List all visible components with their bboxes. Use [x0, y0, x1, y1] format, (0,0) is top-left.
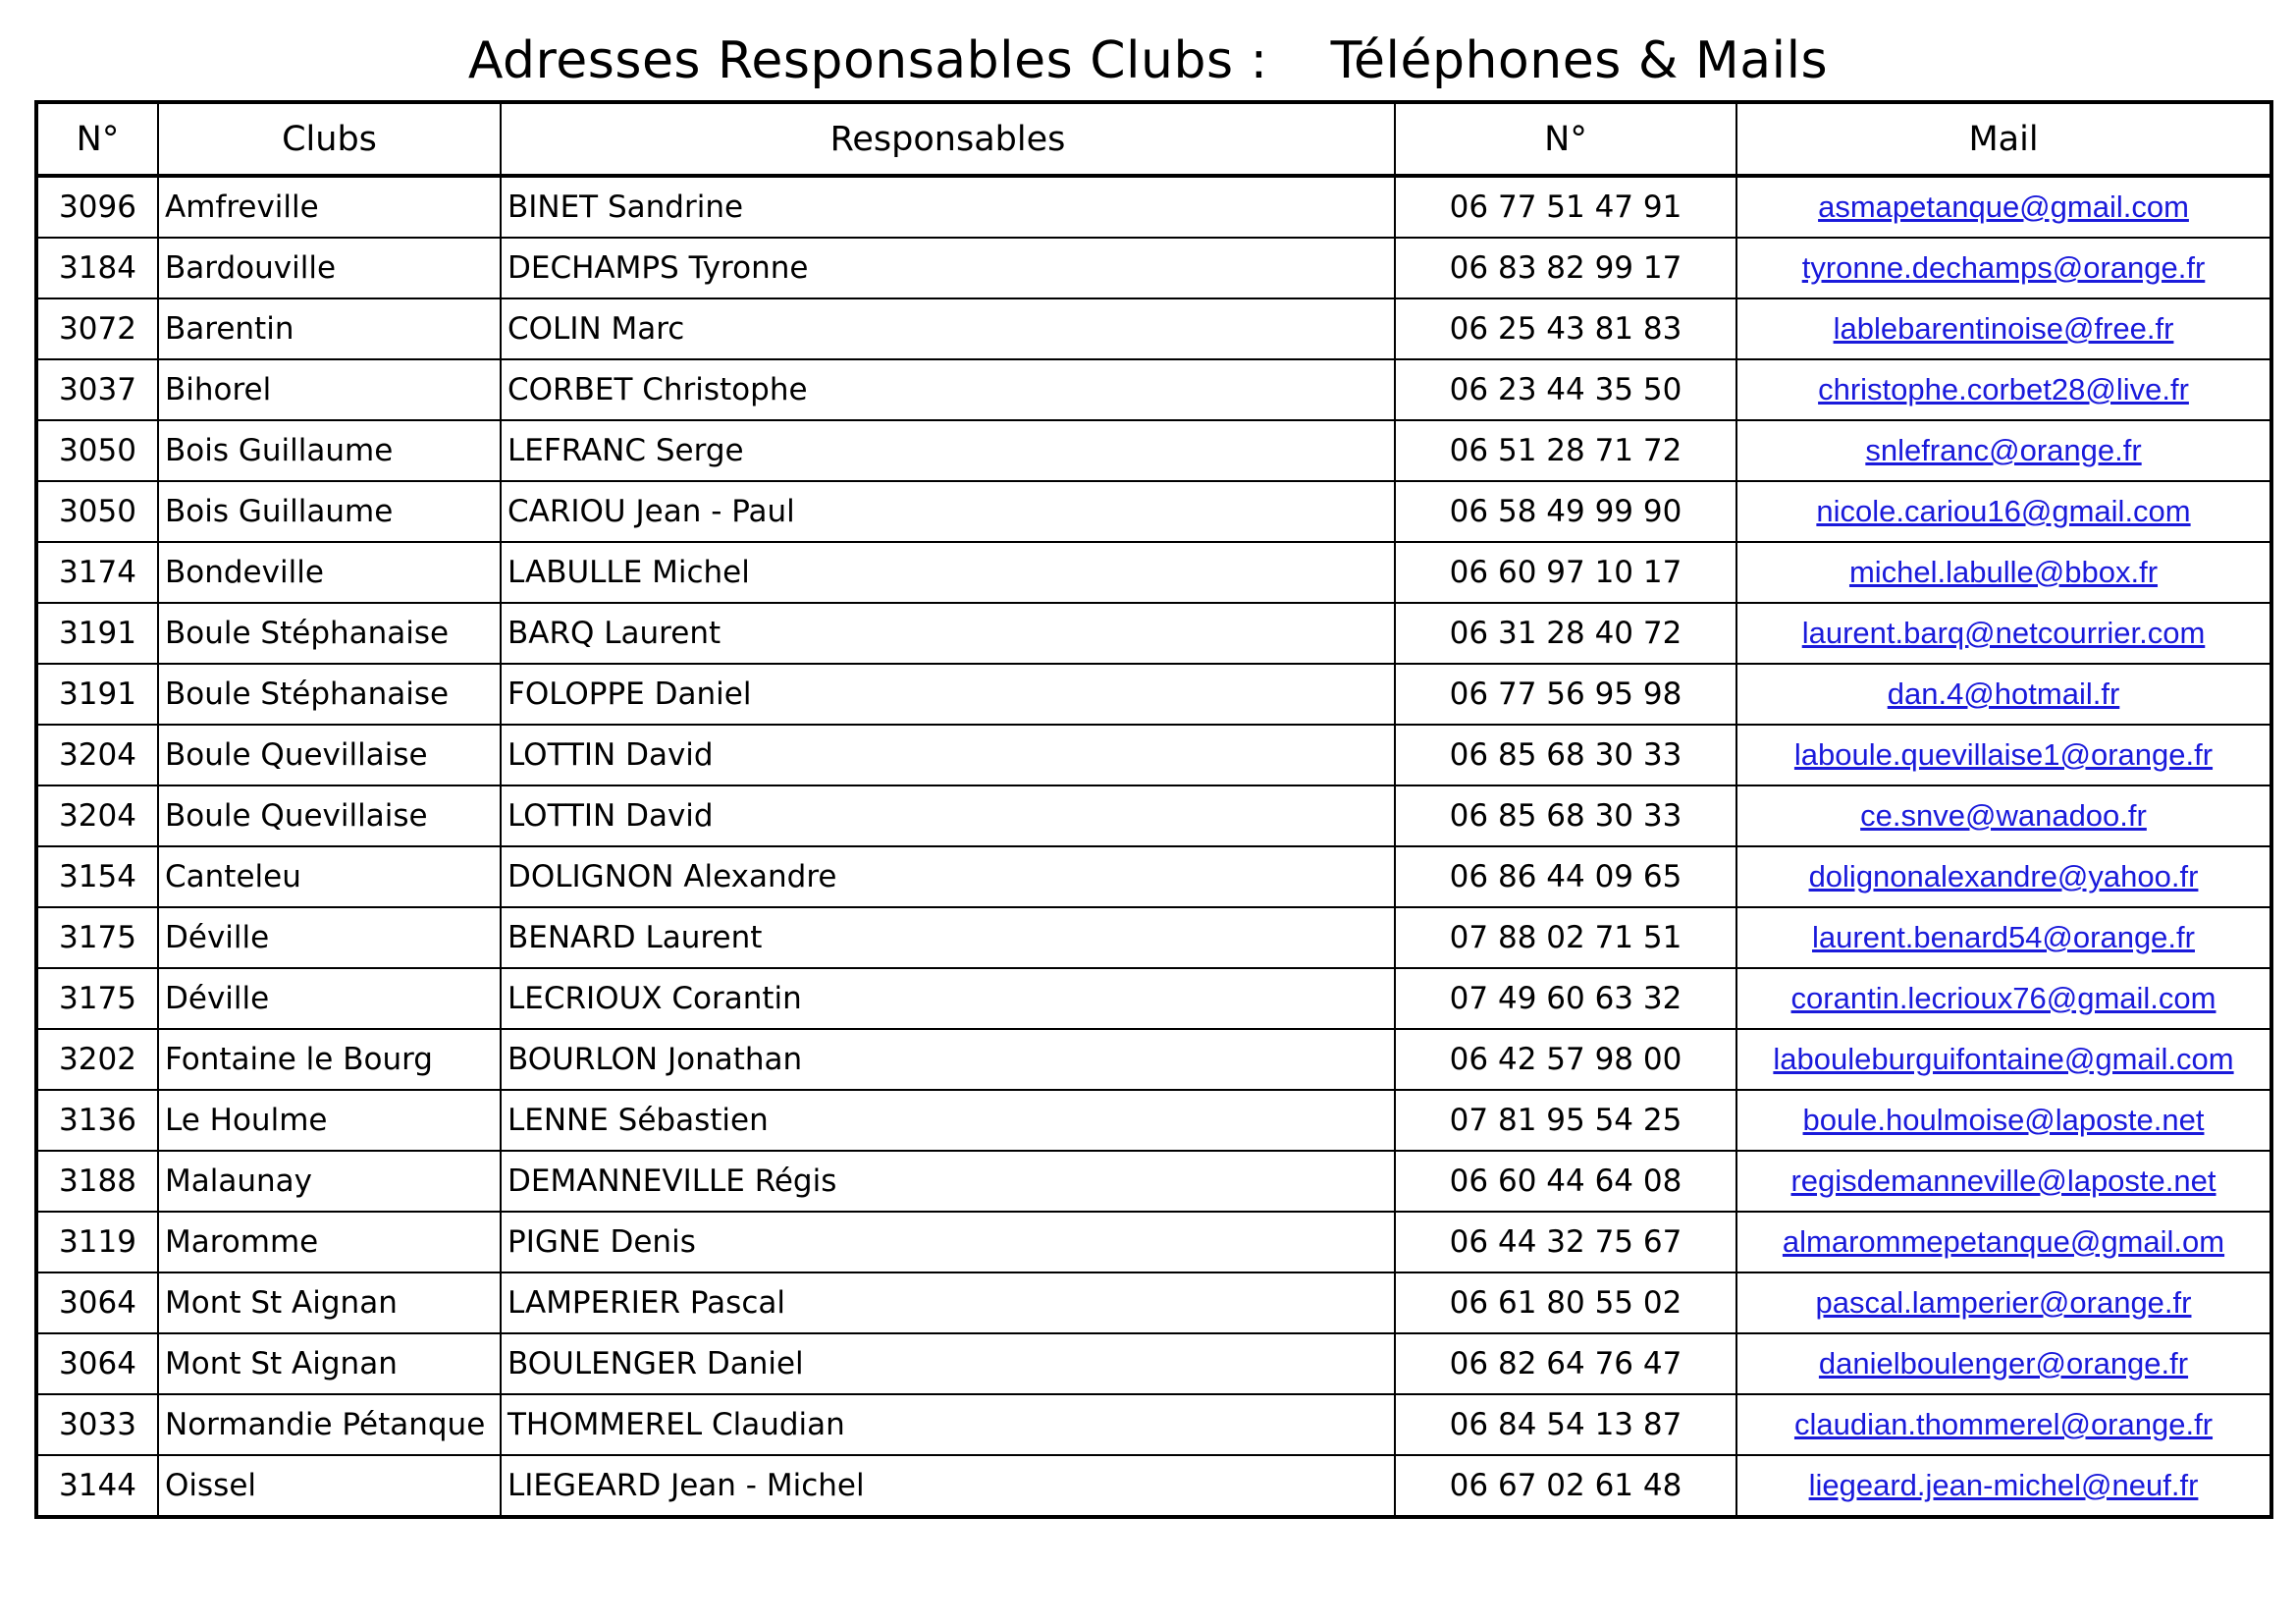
table-row: [36, 1394, 2271, 1455]
club-name-cell: Amfreville: [158, 176, 501, 238]
club-name-cell: Le Houlme: [158, 1090, 501, 1151]
mail-link[interactable]: tyronne.dechamps@orange.fr: [1801, 250, 2206, 285]
responsable-cell: BINET Sandrine: [501, 176, 1395, 238]
table-row: [36, 603, 2271, 664]
table-row: [36, 481, 2271, 542]
responsable-cell: LOTTIN David: [501, 785, 1395, 846]
table-row: [36, 1333, 2271, 1394]
table-row: [36, 846, 2271, 907]
table-row: [36, 1151, 2271, 1212]
responsable-cell: LAMPERIER Pascal: [501, 1272, 1395, 1333]
club-number-cell: 3191: [36, 664, 158, 725]
club-number-cell: 3050: [36, 481, 158, 542]
mail-link[interactable]: asmapetanque@gmail.com: [1818, 189, 2189, 224]
responsable-cell: CARIOU Jean - Paul: [501, 481, 1395, 542]
club-name-cell: Barentin: [158, 298, 501, 359]
club-number-cell: 3144: [36, 1455, 158, 1517]
phone-cell: 06 82 64 76 47: [1395, 1333, 1736, 1394]
mail-link[interactable]: laboule.quevillaise1@orange.fr: [1793, 737, 2214, 772]
club-name-cell: Bardouville: [158, 238, 501, 298]
responsable-cell: BARQ Laurent: [501, 603, 1395, 664]
club-name-cell: Oissel: [158, 1455, 501, 1517]
mail-cell: [1736, 785, 2271, 846]
title-part-2: Téléphones & Mails: [1330, 31, 1829, 90]
header-clubs: Clubs: [158, 102, 501, 176]
mail-cell: [1736, 1333, 2271, 1394]
table-row: [36, 1029, 2271, 1090]
mail-cell: [1736, 298, 2271, 359]
mail-cell: [1736, 1212, 2271, 1272]
table-row: [36, 1272, 2271, 1333]
mail-link[interactable]: danielboulenger@orange.fr: [1818, 1346, 2189, 1380]
club-number-cell: 3204: [36, 725, 158, 785]
mail-cell: [1736, 846, 2271, 907]
table-row: [36, 725, 2271, 785]
table-row: [36, 785, 2271, 846]
club-number-cell: 3096: [36, 176, 158, 238]
mail-link[interactable]: laurent.barq@netcourrier.com: [1801, 616, 2206, 650]
contacts-table: [34, 100, 2273, 1519]
phone-cell: 06 84 54 13 87: [1395, 1394, 1736, 1455]
responsable-cell: DOLIGNON Alexandre: [501, 846, 1395, 907]
mail-link[interactable]: liegeard.jean-michel@neuf.fr: [1808, 1468, 2199, 1502]
mail-cell: [1736, 1151, 2271, 1212]
mail-cell: [1736, 1090, 2271, 1151]
responsable-cell: DECHAMPS Tyronne: [501, 238, 1395, 298]
table-row: [36, 907, 2271, 968]
phone-cell: 07 81 95 54 25: [1395, 1090, 1736, 1151]
mail-cell: [1736, 420, 2271, 481]
mail-cell: [1736, 1272, 2271, 1333]
phone-cell: 06 85 68 30 33: [1395, 725, 1736, 785]
table-row: [36, 238, 2271, 298]
club-name-cell: Boule Quevillaise: [158, 725, 501, 785]
mail-link[interactable]: claudian.thommerel@orange.fr: [1793, 1407, 2214, 1441]
club-name-cell: Déville: [158, 968, 501, 1029]
club-number-cell: 3154: [36, 846, 158, 907]
club-number-cell: 3064: [36, 1272, 158, 1333]
club-number-cell: 3050: [36, 420, 158, 481]
club-number-cell: 3033: [36, 1394, 158, 1455]
table-row: [36, 420, 2271, 481]
mail-cell: [1736, 968, 2271, 1029]
mail-link[interactable]: laurent.benard54@orange.fr: [1812, 920, 2195, 954]
table-header-row: [36, 102, 2271, 176]
club-number-cell: 3072: [36, 298, 158, 359]
mail-link[interactable]: pascal.lamperier@orange.fr: [1815, 1285, 2192, 1320]
table-row: [36, 1090, 2271, 1151]
header-responsables: Responsables: [501, 102, 1395, 176]
phone-cell: 06 60 97 10 17: [1395, 542, 1736, 603]
mail-cell: [1736, 481, 2271, 542]
club-name-cell: Normandie Pétanque: [158, 1394, 501, 1455]
mail-cell: [1736, 1029, 2271, 1090]
mail-link[interactable]: lablebarentinoise@free.fr: [1833, 311, 2174, 346]
phone-cell: 06 67 02 61 48: [1395, 1455, 1736, 1517]
club-name-cell: Bois Guillaume: [158, 420, 501, 481]
club-number-cell: 3175: [36, 907, 158, 968]
phone-cell: 06 85 68 30 33: [1395, 785, 1736, 846]
mail-link[interactable]: dan.4@hotmail.fr: [1887, 677, 2120, 711]
club-number-cell: 3174: [36, 542, 158, 603]
responsable-cell: CORBET Christophe: [501, 359, 1395, 420]
responsable-cell: BOURLON Jonathan: [501, 1029, 1395, 1090]
mail-link[interactable]: michel.labulle@bbox.fr: [1848, 555, 2159, 589]
mail-cell: [1736, 725, 2271, 785]
mail-cell: [1736, 542, 2271, 603]
phone-cell: 06 61 80 55 02: [1395, 1272, 1736, 1333]
table-row: [36, 1455, 2271, 1517]
mail-link[interactable]: corantin.lecrioux76@gmail.com: [1790, 981, 2216, 1015]
table-row: [36, 664, 2271, 725]
title-part-1: Adresses Responsables Clubs :: [467, 31, 1268, 90]
table-row: [36, 298, 2271, 359]
phone-cell: 06 23 44 35 50: [1395, 359, 1736, 420]
mail-link[interactable]: ce.snve@wanadoo.fr: [1860, 798, 2147, 833]
club-number-cell: 3184: [36, 238, 158, 298]
responsable-cell: PIGNE Denis: [501, 1212, 1395, 1272]
mail-link[interactable]: regisdemanneville@laposte.net: [1790, 1164, 2216, 1198]
responsable-cell: LECRIOUX Corantin: [501, 968, 1395, 1029]
club-name-cell: Mont St Aignan: [158, 1333, 501, 1394]
responsable-cell: LENNE Sébastien: [501, 1090, 1395, 1151]
phone-cell: 06 44 32 75 67: [1395, 1212, 1736, 1272]
club-number-cell: 3064: [36, 1333, 158, 1394]
club-number-cell: 3204: [36, 785, 158, 846]
club-number-cell: 3119: [36, 1212, 158, 1272]
phone-cell: 06 83 82 99 17: [1395, 238, 1736, 298]
mail-cell: [1736, 238, 2271, 298]
responsable-cell: THOMMEREL Claudian: [501, 1394, 1395, 1455]
table-row: [36, 176, 2271, 238]
club-name-cell: Canteleu: [158, 846, 501, 907]
mail-cell: [1736, 907, 2271, 968]
responsable-cell: LOTTIN David: [501, 725, 1395, 785]
responsable-cell: DEMANNEVILLE Régis: [501, 1151, 1395, 1212]
header-club-number: N°: [36, 102, 158, 176]
phone-cell: 06 58 49 99 90: [1395, 481, 1736, 542]
club-name-cell: Fontaine le Bourg: [158, 1029, 501, 1090]
responsable-cell: COLIN Marc: [501, 298, 1395, 359]
responsable-cell: FOLOPPE Daniel: [501, 664, 1395, 725]
club-number-cell: 3188: [36, 1151, 158, 1212]
responsable-cell: BOULENGER Daniel: [501, 1333, 1395, 1394]
mail-cell: [1736, 176, 2271, 238]
club-name-cell: Mont St Aignan: [158, 1272, 501, 1333]
mail-link[interactable]: almarommepetanque@gmail.om: [1782, 1224, 2225, 1259]
phone-cell: 06 31 28 40 72: [1395, 603, 1736, 664]
phone-cell: 07 88 02 71 51: [1395, 907, 1736, 968]
header-mail: Mail: [1736, 102, 2271, 176]
club-name-cell: Déville: [158, 907, 501, 968]
mail-cell: [1736, 603, 2271, 664]
mail-link[interactable]: nicole.cariou16@gmail.com: [1816, 494, 2191, 528]
phone-cell: 06 42 57 98 00: [1395, 1029, 1736, 1090]
club-number-cell: 3175: [36, 968, 158, 1029]
table-row: [36, 542, 2271, 603]
club-name-cell: Bondeville: [158, 542, 501, 603]
club-name-cell: Malaunay: [158, 1151, 501, 1212]
phone-cell: 06 25 43 81 83: [1395, 298, 1736, 359]
club-number-cell: 3136: [36, 1090, 158, 1151]
club-name-cell: Boule Stéphanaise: [158, 603, 501, 664]
header-phone-number: N°: [1395, 102, 1736, 176]
responsable-cell: LABULLE Michel: [501, 542, 1395, 603]
club-name-cell: Maromme: [158, 1212, 501, 1272]
table-row: [36, 1212, 2271, 1272]
phone-cell: 06 77 56 95 98: [1395, 664, 1736, 725]
table-row: [36, 359, 2271, 420]
mail-link[interactable]: boule.houlmoise@laposte.net: [1802, 1103, 2205, 1137]
club-name-cell: Boule Quevillaise: [158, 785, 501, 846]
mail-link[interactable]: christophe.corbet28@live.fr: [1818, 372, 2189, 406]
club-name-cell: Bois Guillaume: [158, 481, 501, 542]
phone-cell: 06 51 28 71 72: [1395, 420, 1736, 481]
club-name-cell: Boule Stéphanaise: [158, 664, 501, 725]
club-number-cell: 3037: [36, 359, 158, 420]
table-row: [36, 968, 2271, 1029]
mail-link[interactable]: snlefranc@orange.fr: [1865, 433, 2142, 467]
responsable-cell: LIEGEARD Jean - Michel: [501, 1455, 1395, 1517]
page-title: [0, 22, 2296, 100]
phone-cell: 06 77 51 47 91: [1395, 176, 1736, 238]
mail-link[interactable]: labouleburguifontaine@gmail.com: [1773, 1042, 2234, 1076]
mail-cell: [1736, 664, 2271, 725]
mail-cell: [1736, 1394, 2271, 1455]
club-name-cell: Bihorel: [158, 359, 501, 420]
phone-cell: 06 86 44 09 65: [1395, 846, 1736, 907]
mail-link[interactable]: dolignonalexandre@yahoo.fr: [1808, 859, 2199, 893]
phone-cell: 07 49 60 63 32: [1395, 968, 1736, 1029]
club-number-cell: 3202: [36, 1029, 158, 1090]
responsable-cell: BENARD Laurent: [501, 907, 1395, 968]
responsable-cell: LEFRANC Serge: [501, 420, 1395, 481]
phone-cell: 06 60 44 64 08: [1395, 1151, 1736, 1212]
mail-cell: [1736, 1455, 2271, 1517]
club-number-cell: 3191: [36, 603, 158, 664]
mail-cell: [1736, 359, 2271, 420]
table-body: [36, 176, 2271, 1517]
